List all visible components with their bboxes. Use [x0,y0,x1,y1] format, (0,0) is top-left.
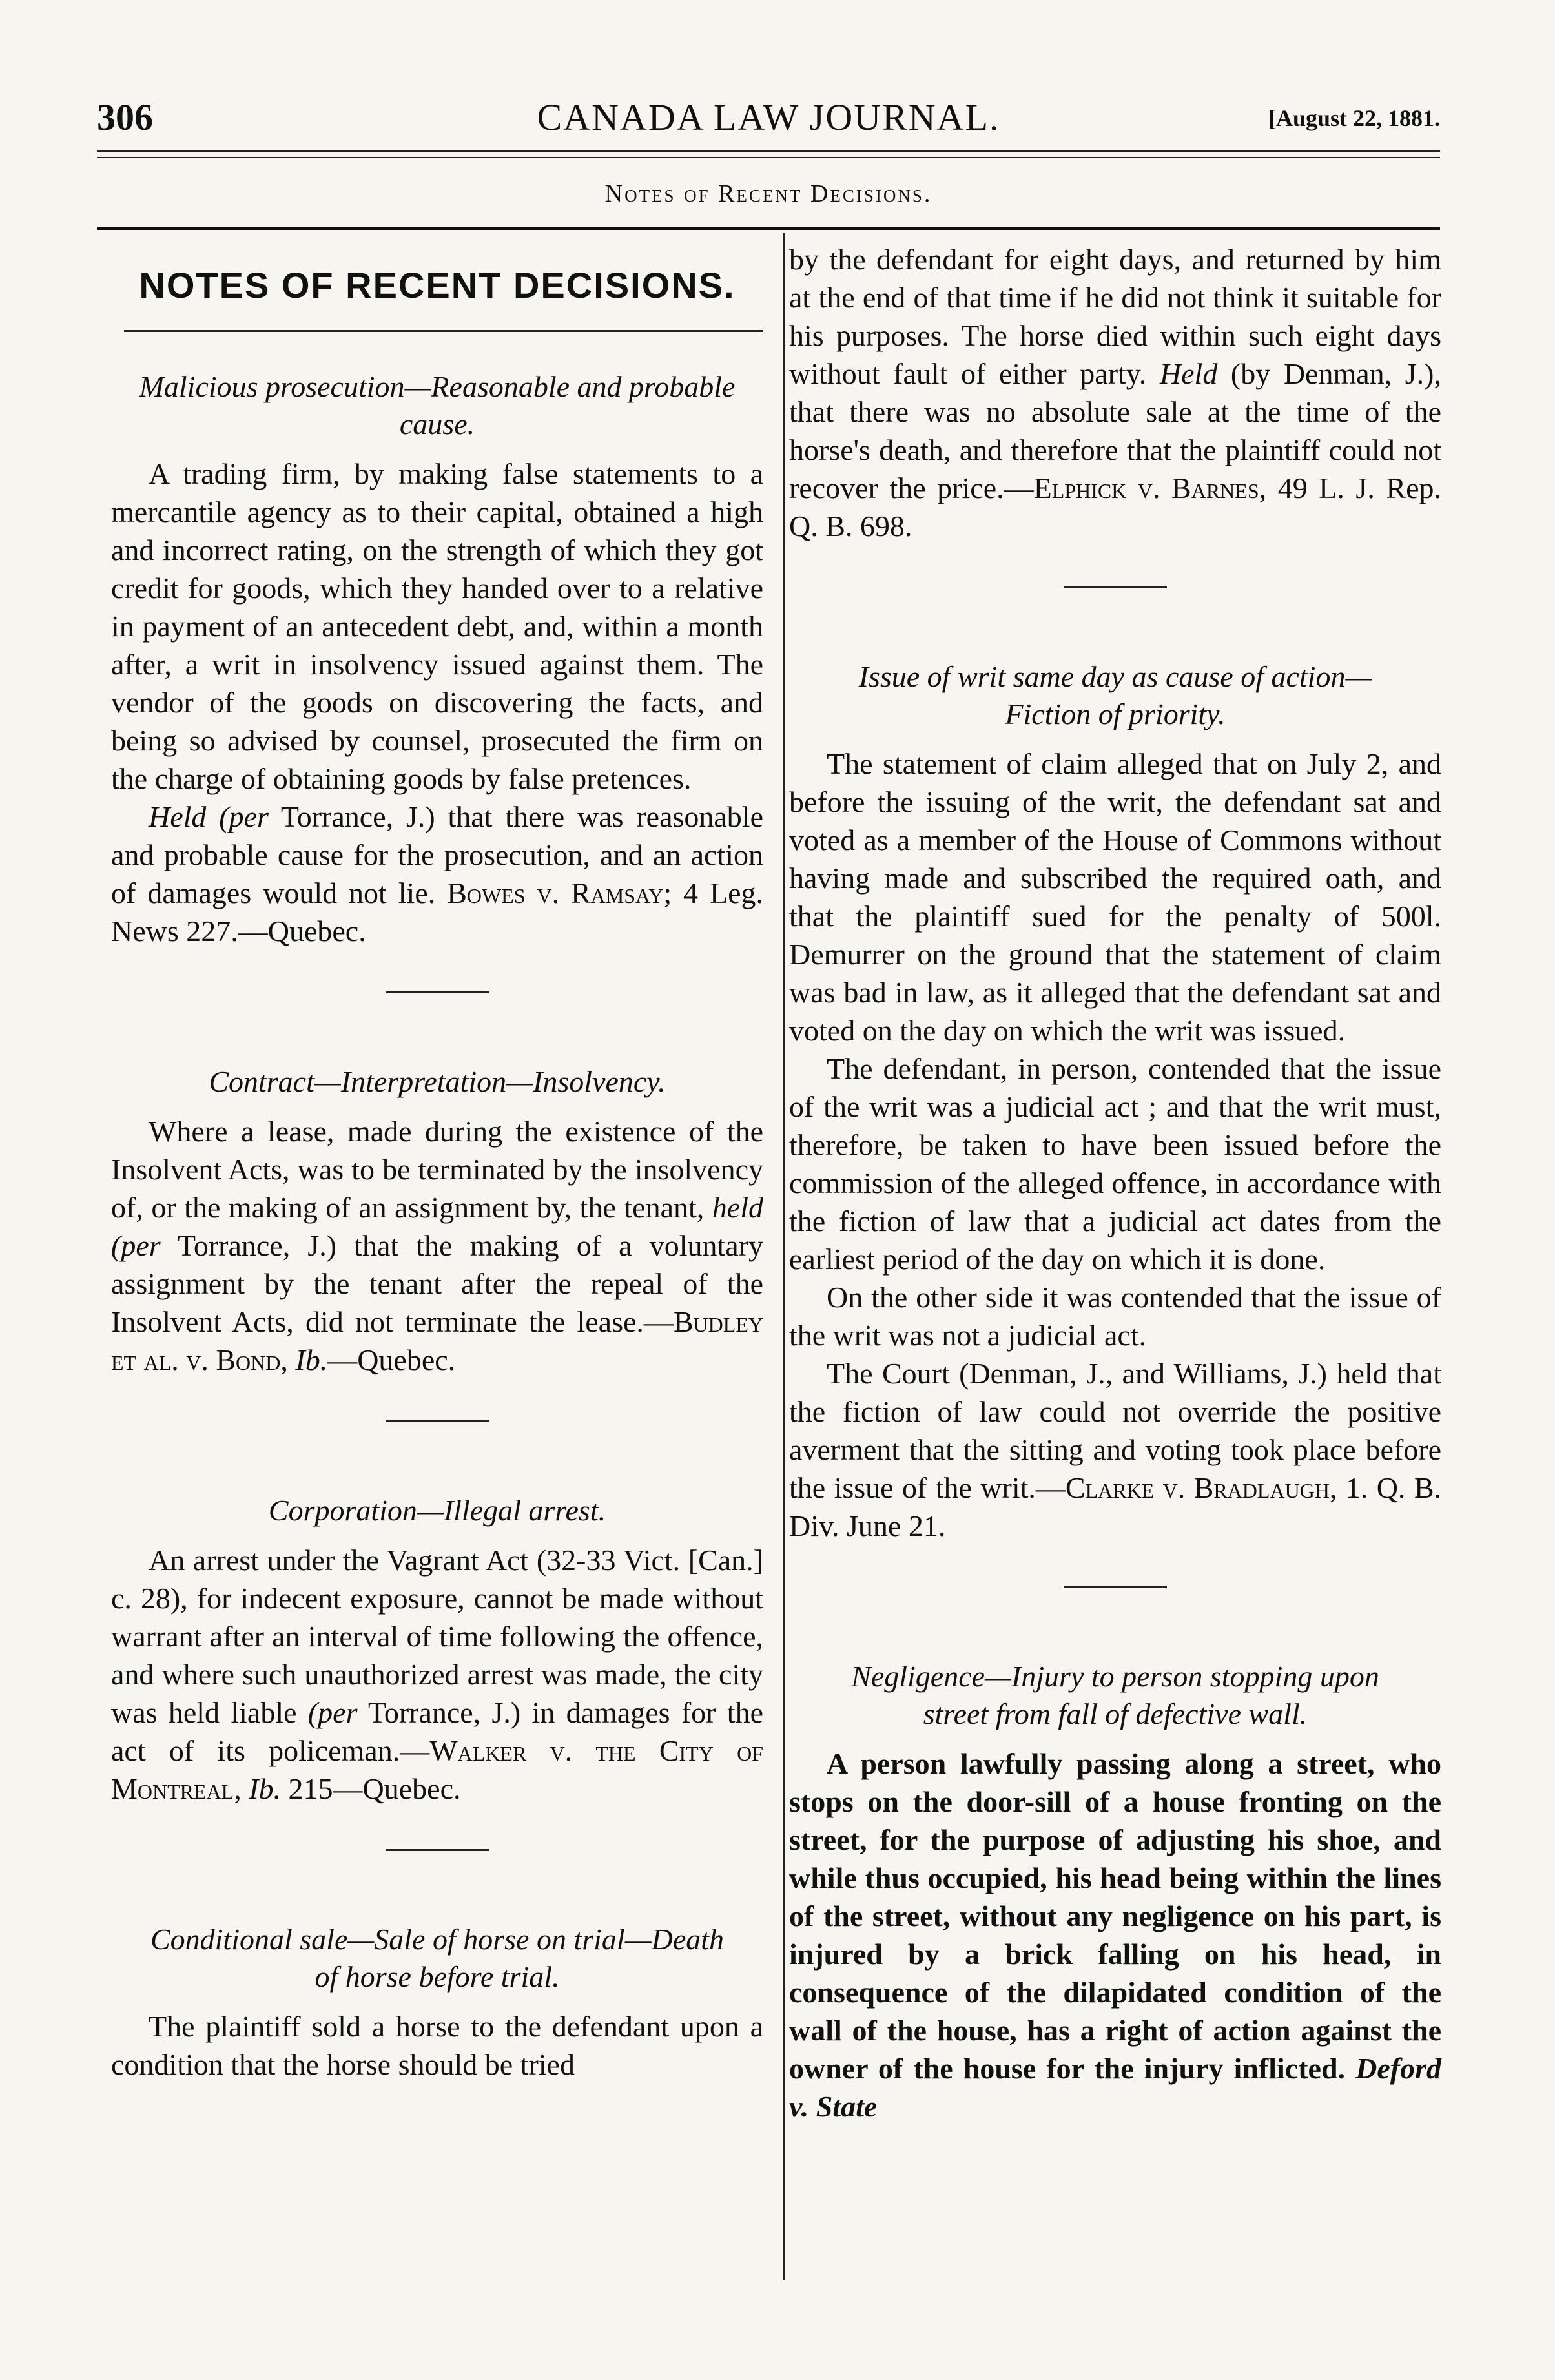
left-column [111,240,763,2084]
case-text: Torrance, J.) that there was reasonable and probable cause for the prosecution, and an action of damages would not lie. [111,800,764,909]
case-heading-line: cause. [399,408,475,440]
held-label: Held [1159,357,1218,390]
columns-top-rule [97,227,1440,230]
header-double-rule [97,150,1440,158]
case-text: 215—Quebec. [281,1772,461,1805]
case-text: by the defendant for eight days, and returned by him at the end of that time if he did not think it suitable for his purposes. The horse died within such eight days without fault of either party. [789,243,1441,390]
case-heading-line: Conditional sale—Sale of horse on trial—Death [150,1923,725,1956]
case-heading-conditional-sale [111,1921,763,1996]
case-heading-malicious-prosecution [111,368,763,443]
section-separator [386,1420,489,1422]
case-paragraph [789,1354,1441,1545]
case-paragraph-held [111,798,763,950]
case-paragraph [111,1112,763,1379]
case-text: (by Denman, J.), that there was no absolute sale at the time of the horse's death, and therefore that the plaintiff could not recover the price.— [789,357,1441,504]
case-heading-line: Issue of writ same day as cause of action— [858,660,1372,693]
case-heading-contract [111,1063,763,1101]
case-heading-line: Corporation—Illegal arrest. [268,1494,606,1527]
held-label: held (per [111,1191,763,1262]
case-text: Where a lease, made during the existence of the Insolvent Acts, was to be terminated by the insolvency of, or the making of an assignment by, the tenant, [111,1115,763,1224]
case-text: 4 Leg. News 227.—Quebec. [111,876,763,947]
section-separator [1064,586,1167,588]
case-heading-line: Contract—Interpretation—Insolvency. [209,1065,666,1098]
right-column [789,240,1441,2126]
case-heading-issue-of-writ [789,658,1441,733]
case-citation: Elphick v. Barnes, [1033,471,1267,504]
case-heading-line: Negligence—Injury to person stopping upon [851,1660,1379,1693]
case-citation: Walker v. the City of Montreal, [111,1734,763,1805]
section-separator [386,991,489,993]
per-label: (per [219,800,269,833]
case-heading-line: street from fall of defective wall. [923,1697,1308,1730]
case-heading-line: Fiction of priority. [1005,698,1226,730]
issue-date: [August 22, 1881. [1268,105,1440,131]
case-citation: Deford v. State [789,2052,1441,2123]
case-paragraph [111,1541,763,1808]
case-citation: Budley et al. v. Bond, [111,1305,763,1376]
ibid-label: Ib. [287,1343,328,1376]
title-rule [124,330,763,332]
case-paragraph: A trading firm, by making false statements to a mercantile agency as to their capital, obtained a high and incorrect rating, on the strength of which they got credit for goods, which they handed over to a relative in payment of an antecedent debt, and, within a month after, a writ in insolvency issued against them. The vendor of the goods on discovering the facts, and being so advised by counsel, prosecuted the firm on the charge of obtaining goods by false pretences. [111,457,763,795]
case-text: The Court (Denman, J., and Williams, J.) held that the fiction of law could not override the positive averment that the sitting and voting took place before the issue of the writ.— [789,1357,1441,1504]
running-head [97,96,1440,141]
case-text: 49 L. J. Rep. Q. B. 698. [789,471,1441,543]
per-label: (per [307,1696,358,1729]
section-separator [1064,1586,1167,1588]
case-text: Torrance, J.) in damages for the act of its policeman.— [111,1696,763,1767]
case-heading-negligence [789,1658,1441,1733]
case-citation: Bowes v. Ramsay; [447,876,672,909]
page-number: 306 [97,96,153,138]
case-text: —Quebec. [327,1343,456,1376]
journal-title: CANADA LAW JOURNAL. [537,96,1000,138]
section-heading: Notes of Recent Decisions. [604,180,932,207]
case-paragraph [789,1744,1441,2126]
case-paragraph: The defendant, in person, contended that the issue of the writ was a judicial act ; and that the writ must, therefore, be taken to have been issued before the commission of the alleged offence, in accordance with the fiction of law that a judicial act dates from the earliest period of the day on which it is done. [789,1052,1441,1276]
case-text: A person lawfully passing along a street, who stops on the door-sill of a house fronting on the street, for the purpose of adjusting his shoe, and while thus occupied, his head being within the lines of the street, without any negligence on his part, is injured by a brick falling on his head, in consequence of the dilapidated condition of the wall of the house, has a right of action against the owner of the house for the injury inflicted. [789,1747,1441,2085]
case-text: An arrest under the Vagrant Act (32-33 Vict. [Can.] c. 28), for indecent exposure, cannot be made without warrant after an interval of time following the offence, and where such unauthorized arrest was made, the city was held liable [111,1544,763,1729]
case-text: Torrance, J.) that the making of a voluntary assignment by the tenant after the repeal of the Insolvent Acts, did not terminate the lease.— [111,1229,763,1338]
case-heading-line: Malicious prosecution—Reasonable and probable [139,370,736,403]
case-citation: Clarke v. Bradlaugh, [1065,1471,1337,1504]
notes-main-title: NOTES OF RECENT DECISIONS. [139,265,736,305]
ibid-label: Ib. [241,1772,282,1805]
case-paragraph: The plaintiff sold a horse to the defendant upon a condition that the horse should be tried [111,2010,763,2081]
case-text: 1. Q. B. Div. June 21. [789,1471,1442,1542]
case-paragraph: On the other side it was contended that the issue of the writ was not a judicial act. [789,1281,1441,1352]
case-heading-corporation [111,1492,763,1529]
held-label: Held [149,800,207,833]
case-paragraph-continued [789,240,1441,545]
column-divider [783,233,785,2280]
section-separator [386,1849,489,1851]
case-heading-line: of horse before trial. [314,1960,560,1993]
case-paragraph: The statement of claim alleged that on July 2, and before the issuing of the writ, the defendant sat and voted as a member of the House of Commons without having made and subscribed the required oath, and that the plaintiff sued for the penalty of 500l. Demurrer on the ground that the statement of claim was bad in law, as it alleged that the defendant sat and voted on the day on which the writ was issued. [789,747,1441,1047]
